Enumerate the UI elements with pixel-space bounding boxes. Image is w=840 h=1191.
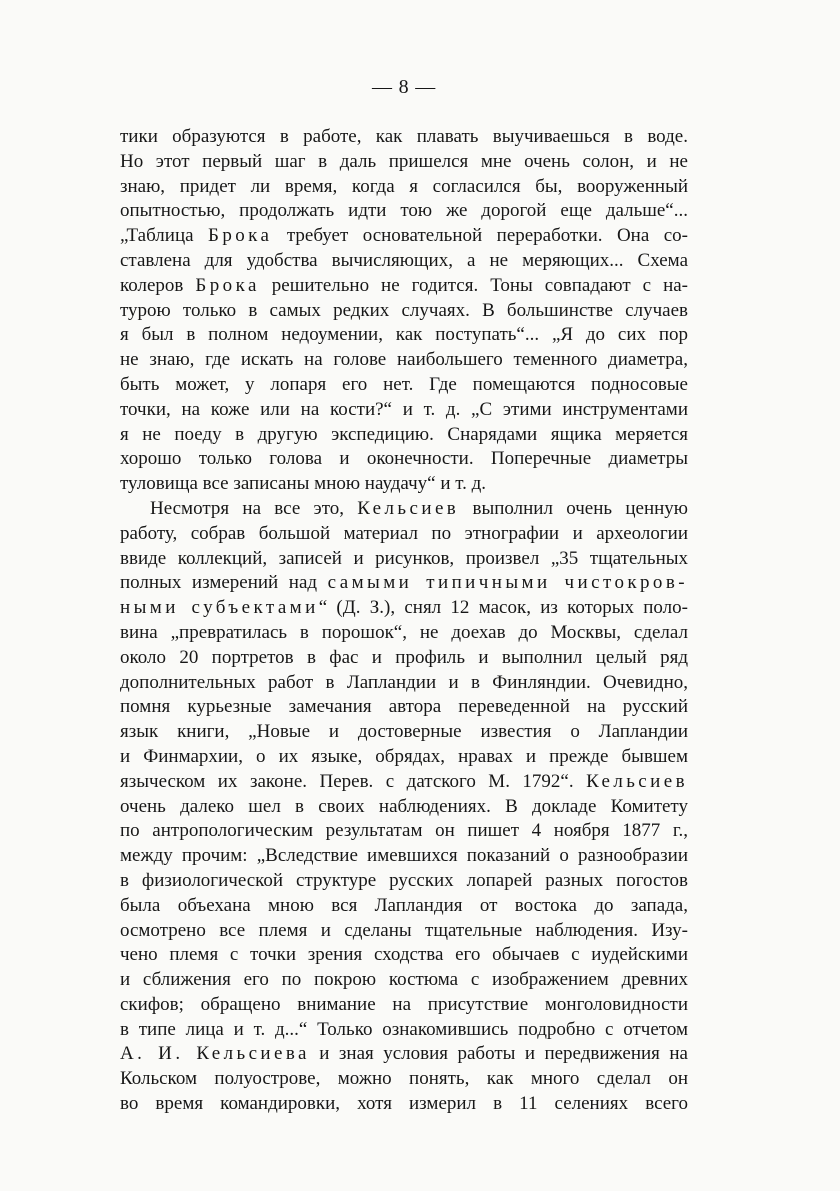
text-line xyxy=(120,770,688,795)
text-line: точки, на коже или на кости?“ и т. д. „С этими инструментами xyxy=(120,398,688,420)
line-text: Несмотря на все это, xyxy=(150,497,358,519)
paragraph-1 xyxy=(120,125,688,497)
text-line: между прочим: „Вследствие имевшихся показаний о разнообразии xyxy=(120,845,688,867)
text-line xyxy=(120,224,688,249)
text-line: ввиде коллекций, записей и рисунков, произвел „35 тщательных xyxy=(120,547,688,569)
text-line: опытностью, продолжать идти тою же дорогой еще дальше“... xyxy=(120,200,688,222)
line-text: решительно не годится. Тоны совпадают с на- xyxy=(259,274,689,296)
line-text: требует основательной переработки. Она со- xyxy=(272,225,688,247)
text-line xyxy=(120,274,688,299)
text-line: около 20 портретов в фас и профиль и выполнил целый ряд xyxy=(120,646,688,668)
text-line: помня курьезные замечания автора переведенной на русский xyxy=(120,696,688,718)
body-text xyxy=(120,125,688,1117)
text-line: осмотрено все племя и сделаны тщательные наблюдения. Изу- xyxy=(120,919,688,941)
text-line: тики образуются в работе, как плавать выучиваешься в воде. xyxy=(120,126,688,147)
text-line: в типе лица и т. д...“ Только ознакомившись подробно с отчетом xyxy=(120,1018,688,1040)
page-number: — 8 — xyxy=(372,76,436,98)
spaced-emphasis-text: самыми типичными чистокров- xyxy=(327,572,688,594)
text-line: я был в полном недоумении, как поступать“... „Я до сих пор xyxy=(120,324,688,346)
spaced-emphasis-text: Брока xyxy=(208,225,273,247)
text-line: в физиологической структуре русских лопарей разных погостов xyxy=(120,869,688,891)
text-line xyxy=(120,596,688,621)
line-text: „Таблица xyxy=(120,225,209,247)
line-text: и зная условия работы и передвижения на xyxy=(309,1043,688,1065)
text-line: Кольском полуострове, можно понять, как много сделал он xyxy=(120,1068,688,1090)
text-line: турою только в самых редких случаях. В большинстве случаев xyxy=(120,299,688,321)
text-line: во время командировки, хотя измерил в 11 селениях всего xyxy=(120,1093,688,1115)
text-line: дополнительных работ в Лапландии и в Финляндии. Очевидно, xyxy=(120,671,688,693)
paragraph-2 xyxy=(120,497,688,1117)
spaced-emphasis-text: Кельсиев xyxy=(357,497,460,519)
spaced-emphasis-text: А. И. Кельсиева xyxy=(120,1043,310,1065)
text-line: скифов; обращено внимание на присутствие монголовидности xyxy=(120,993,688,1015)
text-line: работу, собрав большой материал по этнографии и археологии xyxy=(120,522,688,544)
text-line: очень далеко шел в своих наблюдениях. В докладе Комитету xyxy=(120,795,688,817)
text-line xyxy=(120,1042,688,1067)
text-line: хорошо только голова и оконечности. Поперечные диаметры xyxy=(120,448,688,470)
text-line xyxy=(120,571,688,596)
text-line: я не поеду в другую экспедицию. Снарядами ящика меряется xyxy=(120,423,688,445)
line-text: выполнил очень ценную xyxy=(459,497,688,519)
line-text: языческом их законе. Перев. с датского М. 1792“. xyxy=(120,770,587,792)
text-line: была объехана мною вся Лапландия от востока до запада, xyxy=(120,894,688,916)
text-line: знаю, придет ли время, когда я согласился бы, вооруженный xyxy=(120,175,688,197)
text-line: Но этот первый шаг в даль пришелся мне очень солон, и не xyxy=(120,150,688,172)
text-line: по антропологическим результатам он пишет 4 ноября 1877 г., xyxy=(120,820,688,842)
line-text: колеров xyxy=(120,274,196,296)
text-line xyxy=(120,497,688,522)
text-line: ставлена для удобства вычисляющих, а не меряющих... Схема xyxy=(120,249,688,271)
line-text: полных измерений над xyxy=(120,572,328,594)
text-line: туловища все записаны мною наудачу“ и т. д. xyxy=(120,473,487,495)
text-line: чено племя с точки зрения сходства его обычаев с иудейскими xyxy=(120,944,688,966)
text-line: язык книги, „Новые и достоверные известия о Лапландии xyxy=(120,721,688,743)
text-line: быть может, у лопаря его нет. Где помещаются подносовые xyxy=(120,373,688,395)
text-line: и Финмархии, о их языке, обрядах, нравах и прежде бывшем xyxy=(120,745,688,767)
text-line: не знаю, где искать на голове наибольшего теменного диаметра, xyxy=(120,349,688,371)
line-text: “ (Д. З.), снял 12 масок, из которых поло- xyxy=(318,597,688,619)
spaced-emphasis-text: ными субъектами xyxy=(120,597,319,619)
text-line: вина „превратилась в порошок“, не доехав до Москвы, сделал xyxy=(120,621,688,643)
text-line: и сближения его по покрою костюма с изображением древних xyxy=(120,969,688,991)
spaced-emphasis-text: Кельсиев xyxy=(586,770,688,792)
spaced-emphasis-text: Брока xyxy=(195,274,260,296)
